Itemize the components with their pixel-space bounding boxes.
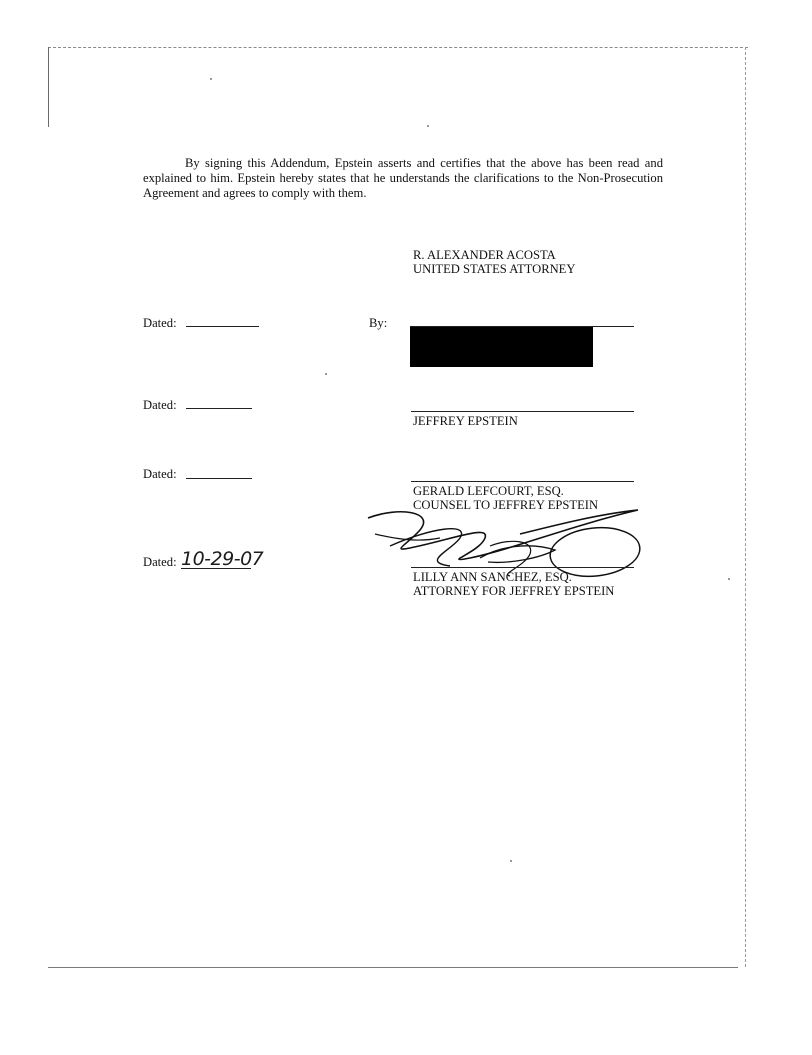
sanchez-signature-line <box>411 567 634 568</box>
date-line-2 <box>186 408 252 409</box>
scan-speck <box>325 373 327 375</box>
epstein-name: JEFFREY EPSTEIN <box>413 414 518 428</box>
scan-edge-bottom <box>48 967 738 968</box>
handwritten-date: 10-29-07 <box>181 548 264 570</box>
epstein-signature-line <box>411 411 634 412</box>
redaction-block <box>410 327 593 367</box>
sanchez-title: ATTORNEY FOR JEFFREY EPSTEIN <box>413 584 615 598</box>
addendum-certification-paragraph <box>143 156 663 201</box>
sanchez-name: LILLY ANN SANCHEZ, ESQ. <box>413 570 572 584</box>
date-line-4 <box>181 568 251 569</box>
scan-edge-right <box>745 47 746 967</box>
scan-speck <box>728 578 730 580</box>
lefcourt-name: GERALD LEFCOURT, ESQ. <box>413 484 564 498</box>
scan-edge-top <box>48 47 748 48</box>
scan-speck <box>510 860 512 862</box>
paragraph-text: By signing this Addendum, Epstein asserts and certifies that the above has been read and explained to him. Epstein hereby states that he understands the clarifications to the Non-Prosecution Agreement and agrees to comply with them. <box>143 156 663 200</box>
scan-speck <box>210 78 212 80</box>
acosta-name: R. ALEXANDER ACOSTA <box>413 248 556 262</box>
date-line-3 <box>186 478 252 479</box>
scan-edge-left <box>48 47 49 127</box>
lefcourt-title: COUNSEL TO JEFFREY EPSTEIN <box>413 498 599 512</box>
dated-label-3: Dated: <box>143 467 177 481</box>
scan-speck <box>427 125 429 127</box>
lefcourt-signature-line <box>411 481 634 482</box>
dated-label-4: Dated: <box>143 555 177 569</box>
date-line-1 <box>186 326 259 327</box>
by-label: By: <box>369 316 388 330</box>
dated-label-1: Dated: <box>143 316 177 330</box>
dated-label-2: Dated: <box>143 398 177 412</box>
acosta-title: UNITED STATES ATTORNEY <box>413 262 576 276</box>
